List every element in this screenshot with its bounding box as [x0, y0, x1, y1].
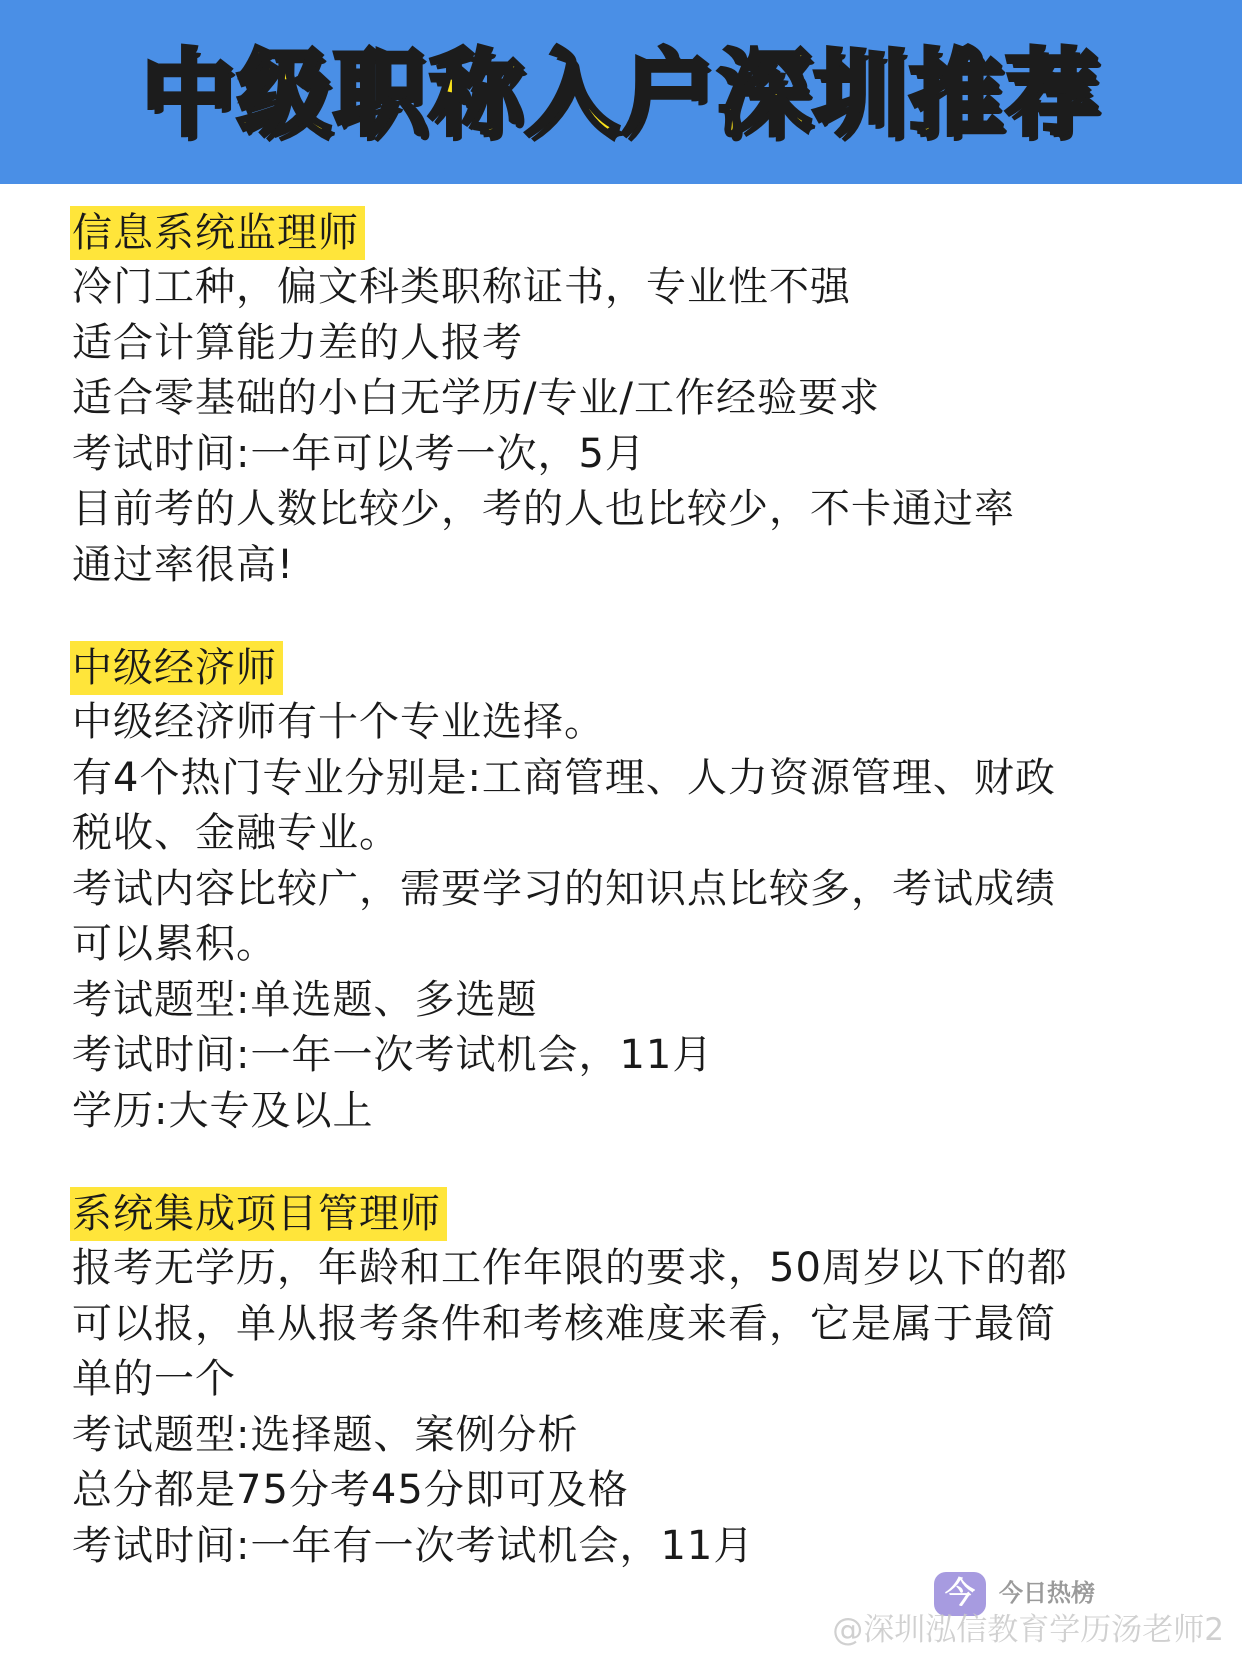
text-line: 可以累积。	[72, 921, 277, 967]
text-line: 目前考的人数比较少，考的人也比较少，不卡通过率	[72, 486, 1015, 532]
text-line: 考试时间:一年一次考试机会，11月	[72, 1032, 714, 1078]
text-line: 学历:大专及以上	[72, 1087, 374, 1134]
text-line: 可以报，单从报考条件和考核难度来看，它是属于最简	[72, 1300, 1056, 1347]
section-heading: 系统集成项目管理师	[70, 1187, 447, 1241]
text-line: 通过率很高!	[72, 541, 295, 588]
text-line: 中级经济师有十个专业选择。	[72, 699, 605, 745]
text-line: 适合计算能力差的人报考	[72, 319, 523, 366]
header-banner	[0, 0, 1242, 184]
article-content	[72, 206, 1212, 1622]
section-info-system-supervisor	[72, 206, 1212, 593]
text-line: 考试题型:选择题、案例分析	[72, 1411, 579, 1458]
section-heading: 信息系统监理师	[70, 206, 365, 260]
text-line: 考试题型:单选题、多选题	[72, 976, 538, 1023]
text-line: 报考无学历，年龄和工作年限的要求，50周岁以下的都	[72, 1245, 1068, 1291]
text-line: 考试时间:一年有一次考试机会，11月	[72, 1522, 755, 1569]
section-heading: 中级经济师	[70, 641, 283, 695]
text-line: 冷门工种，偏文科类职称证书，专业性不强	[72, 264, 851, 310]
section-system-integration-pm	[72, 1187, 1212, 1574]
text-line: 总分都是75分考45分即可及格	[72, 1467, 629, 1513]
text-line: 有4个热门专业分别是:工商管理、人力资源管理、财政	[72, 754, 1056, 801]
watermark-brand: 今日热榜	[999, 1579, 1095, 1607]
watermark	[784, 1568, 1224, 1648]
text-line: 适合零基础的小白无学历/专业/工作经验要求	[72, 375, 880, 421]
text-line: 单的一个	[72, 1356, 236, 1402]
text-line: 税收、金融专业。	[72, 810, 400, 856]
watermark-author: @深圳泓信教育学历汤老师2	[832, 1612, 1224, 1648]
page-title: 中级职称入户深圳推荐	[140, 40, 1101, 149]
text-line: 考试时间:一年可以考一次，5月	[72, 430, 646, 477]
section-intermediate-economist	[72, 641, 1212, 1139]
toutiao-hot-list-icon: 今	[934, 1572, 986, 1616]
text-line: 考试内容比较广，需要学习的知识点比较多，考试成绩	[72, 865, 1056, 912]
